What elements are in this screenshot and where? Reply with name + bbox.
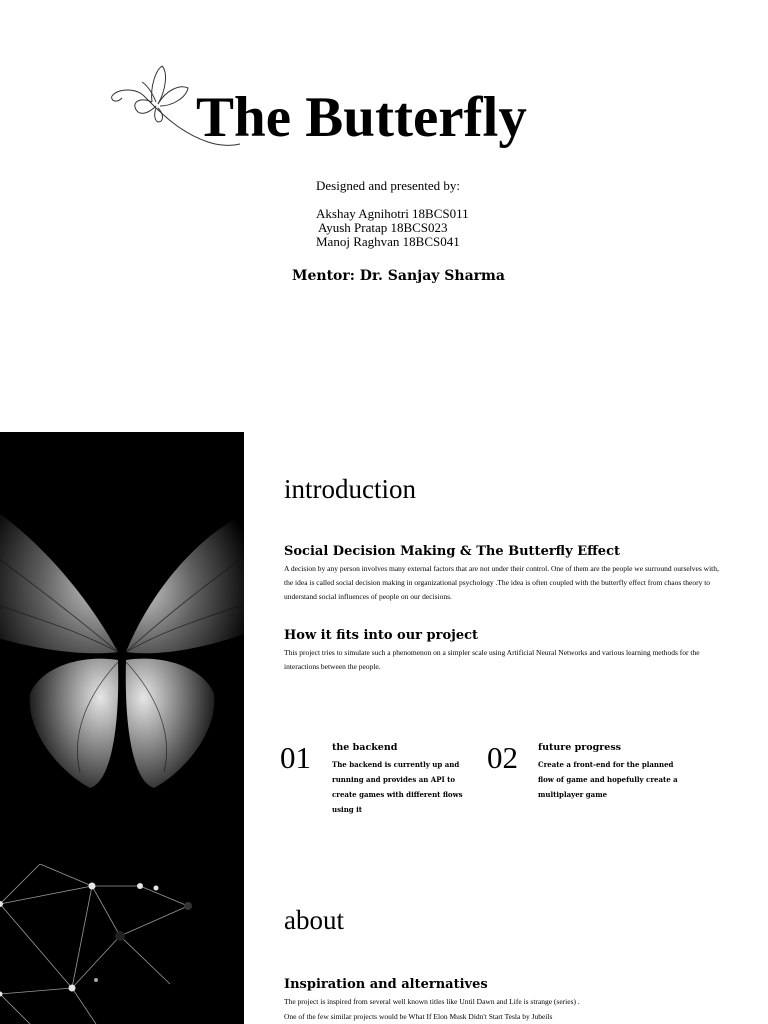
inspiration-heading: Inspiration and alternatives [284, 977, 488, 992]
mentor-line: Mentor: Dr. Sanjay Sharma [292, 268, 505, 284]
inspiration-text [284, 994, 724, 1024]
project-fit-heading: How it fits into our project [284, 628, 479, 643]
item-number: 01 [280, 740, 311, 775]
presentation-title: The Butterfly [196, 86, 527, 149]
inspiration-line: One of the few similar projects would be What If Elon Musk Didn't Start Tesla by Jubeils [284, 1012, 553, 1021]
network-image [0, 864, 244, 1024]
item-description: The backend is currently up and running and provides an API to create games with different flows using it [332, 760, 463, 814]
social-decision-heading: Social Decision Making & The Butterfly Effect [284, 544, 620, 559]
author-name: Ayush Pratap 18BCS023 [318, 220, 448, 235]
item-number: 02 [487, 740, 518, 775]
item-title: the backend [332, 742, 398, 753]
author-name: Manoj Raghvan 18BCS041 [316, 234, 460, 249]
author-name: Akshay Agnihotri 18BCS011 [316, 206, 469, 221]
introduction-heading: introduction [284, 474, 416, 504]
butterfly-image [0, 432, 244, 864]
item-title: future progress [538, 742, 622, 753]
item-description: Create a front-end for the planned flow of game and hopefully create a multiplayer game [538, 760, 678, 799]
inspiration-line: The project is inspired from several well known titles like Until Dawn and Life is strange (series) . [284, 997, 580, 1006]
designed-by-label: Designed and presented by: [316, 178, 461, 193]
about-heading: about [284, 905, 344, 935]
project-fit-text: This project tries to simulate such a phenomenon on a simpler scale using Artificial Neural Networks and various learning methods for the interactions between the people. [284, 648, 700, 671]
social-decision-text: A decision by any person involves many external factors that are not under their control. One of them are the people we surround ourselves with, the idea is called social decision making in organizational psychology .The idea is often coupled with the butterfly effect from chaos theory to understand social influences of people on our decisions. [284, 564, 719, 601]
